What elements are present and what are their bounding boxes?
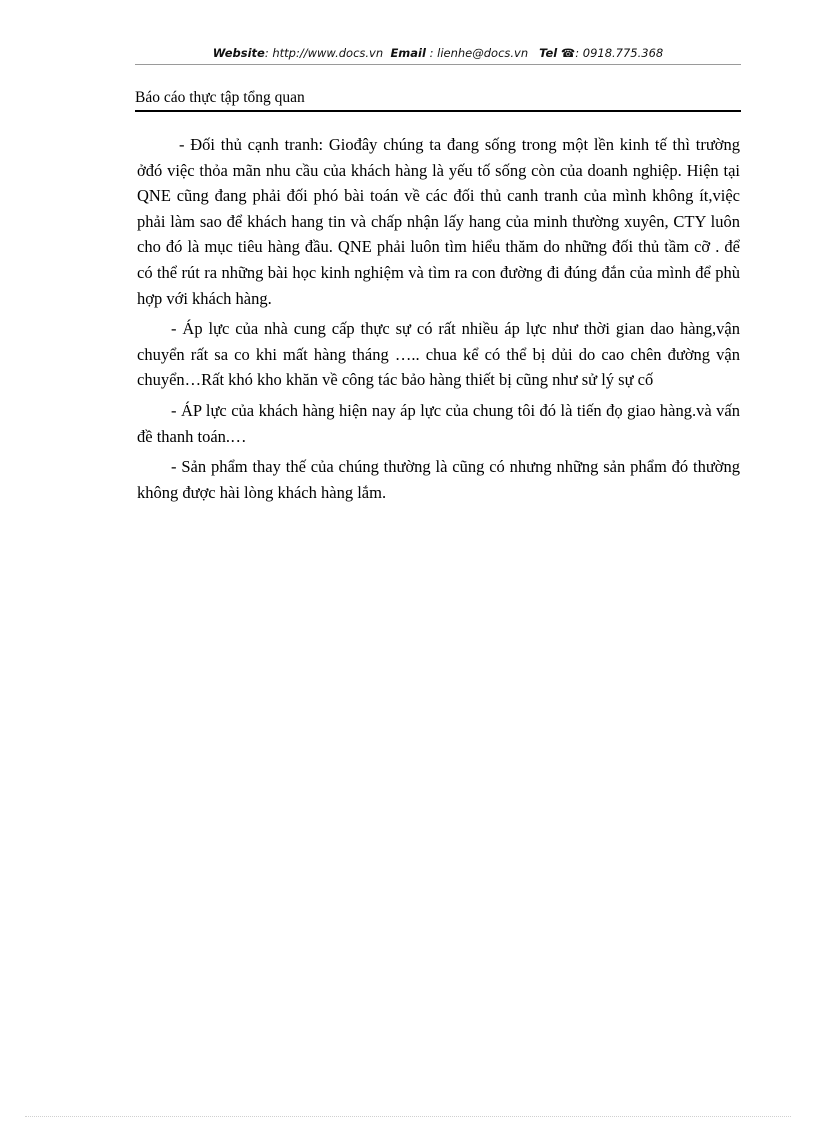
phone-icon: ☎ (560, 46, 576, 60)
paragraph-competitors: - Đối thủ cạnh tranh: Giođây chúng ta đang sống trong một lền kinh tế thì trường ởđó việc thỏa mãn nhu cầu của khách hàng là yếu tố sống còn của doanh nghiệp. Hiện tại QNE cũng đang phải đối phó bài toán về các đối thủ canh tranh của mình không ít,việc phải làm sao để khách hang tin và chấp nhận lấy hang của minh thường xuyên, CTY luôn cho đó là mục tiêu hàng đầu. QNE phải luôn tìm hiểu thăm do những đối thủ tầm cỡ . để có thể rút ra những bài học kinh nghiệm và tìm ra con đường đi đúng đắn của mình để phù hợp với khách hàng. (137, 135, 740, 308)
email-value[interactable]: : lienhe@docs.vn (429, 46, 529, 60)
email-label: Email (390, 46, 426, 60)
paragraph-supplier-pressure: - Áp lực của nhà cung cấp thực sự có rất nhiều áp lực như thời gian dao hàng,vận chuyển rất sa co khi mất hàng tháng ….. chua kể có thể bị dủi do cao chên đường vận chuyển…Rất khó kho khăn về công tác bảo hàng thiết bị cũng như sử lý sự cố (137, 319, 740, 390)
page-bottom-divider (25, 1116, 791, 1117)
document-title: Báo cáo thực tập tổng quan (135, 89, 741, 112)
site-header (135, 46, 741, 65)
paragraph-customer-pressure: - ÁP lực của khách hàng hiện nay áp lực của chung tôi đó là tiến đọ giao hàng.và vấn đề thanh toán.… (137, 400, 740, 446)
website-value[interactable]: : http://www.docs.vn (264, 46, 384, 60)
website-label: Website (212, 46, 265, 60)
paragraph-substitutes: - Sản phẩm thay thế của chúng thường là cũng có nhưng những sản phẩm đó thường không được hài lòng khách hàng lắm. (137, 457, 740, 502)
document-body (137, 132, 740, 510)
tel-label: Tel (539, 46, 558, 60)
tel-value: : 0918.775.368 (575, 46, 664, 60)
